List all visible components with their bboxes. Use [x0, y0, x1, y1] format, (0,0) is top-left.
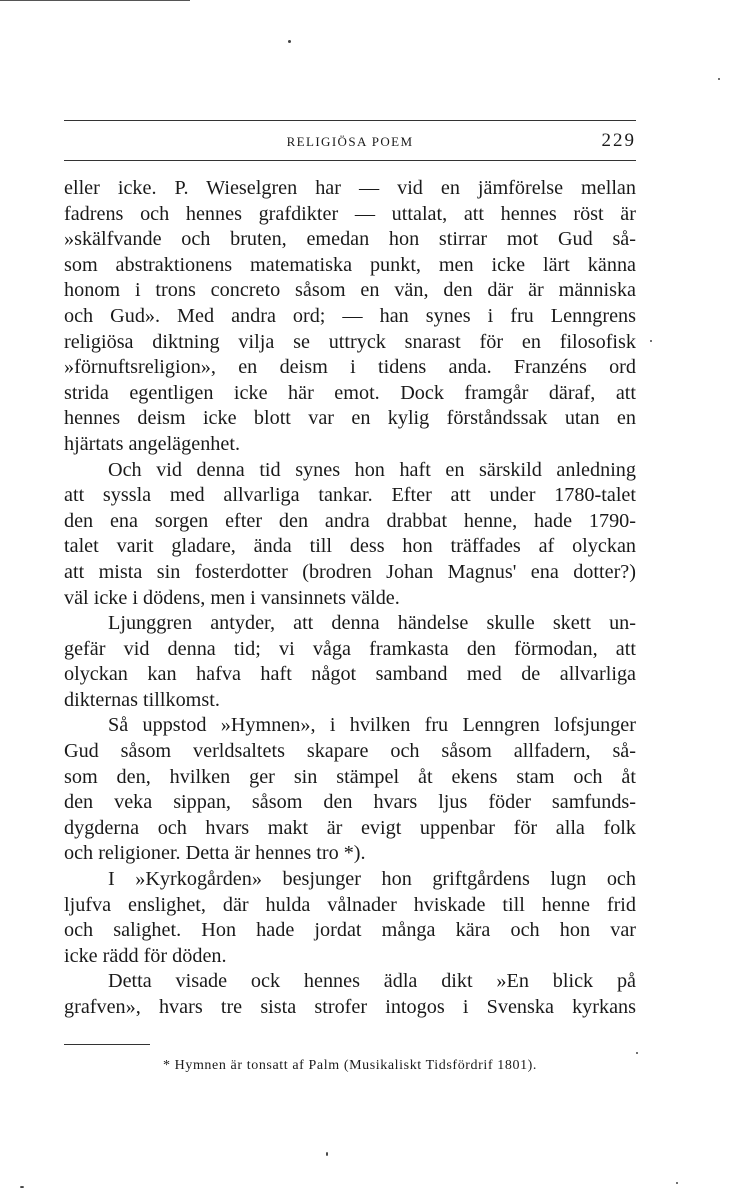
text-line: dikternas tillkomst. — [64, 688, 220, 711]
top-edge-mark — [0, 0, 190, 1]
text-line: och salighet. Hon hade jordat många kära och hon var — [64, 919, 636, 942]
running-head — [64, 130, 636, 154]
paper-speck — [650, 340, 652, 342]
text-line: Detta visade ock hennes ädla dikt »En blick på — [108, 970, 636, 993]
paper-speck — [718, 78, 720, 80]
text-line: strida egentligen icke här emot. Dock framgår däraf, att — [64, 381, 636, 404]
text-line: gefär vid denna tid; vi våga framkasta den förmodan, att — [64, 637, 636, 660]
paper-speck — [676, 1182, 678, 1184]
body-text — [64, 176, 636, 1021]
text-line: Så uppstod »Hymnen», i hvilken fru Lenngren lofsjunger — [108, 714, 636, 737]
text-line: som abstraktionens matematiska punkt, men icke lärt känna — [64, 253, 636, 276]
footnote: * Hymnen är tonsatt af Palm (Musikaliskt Tidsfördrif 1801). — [162, 1058, 538, 1073]
text-line: väl icke i dödens, men i vansinnets välde. — [64, 586, 400, 609]
text-line: som den, hvilken ger sin stämpel åt ekens stam och åt — [64, 765, 636, 788]
text-line: att syssla med allvarliga tankar. Efter att under 1780-talet — [64, 484, 636, 507]
text-line: och religioner. Detta är hennes tro *). — [64, 842, 366, 865]
text-line: Ljunggren antyder, att denna händelse skulle skett un- — [108, 612, 636, 635]
paper-speck — [20, 1186, 24, 1188]
paper-speck — [288, 40, 291, 43]
text-line: ljufva enslighet, där hulda vålnader hviskade till henne frid — [64, 893, 636, 916]
text-line: olyckan kan hafva haft något samband med de allvarliga — [64, 663, 636, 686]
page-number: 229 — [601, 130, 636, 151]
text-line: den veka sippan, såsom den hvars ljus föder samfunds- — [64, 791, 636, 814]
text-line: Gud såsom verldsaltets skapare och såsom allfadern, så- — [64, 740, 636, 763]
text-line: fadrens och hennes grafdikter — uttalat, att hennes röst är — [64, 202, 636, 225]
paper-speck — [636, 1052, 638, 1054]
text-line: hjärtats angelägenhet. — [64, 432, 240, 455]
text-line: »förnuftsreligion», en deism i tidens anda. Franzéns ord — [64, 356, 636, 379]
text-line: hennes deism icke blott var en kylig förståndssak utan en — [64, 407, 636, 430]
text-line: talet varit gladare, ända till dess hon träffades af olyckan — [64, 535, 636, 558]
text-line: grafven», hvars tre sista strofer intogos i Svenska kyrkans — [64, 996, 636, 1018]
text-line: icke rädd för döden. — [64, 944, 227, 967]
header-bottom-rule — [64, 160, 636, 161]
text-line: att mista sin fosterdotter (brodren Johan Magnus' ena dotter?) — [64, 560, 636, 583]
text-line: religiösa diktning vilja se uttryck snarast för en filosofisk — [64, 330, 636, 353]
header-top-rule — [64, 120, 636, 121]
footnote-rule — [64, 1044, 150, 1045]
text-line: Och vid denna tid synes hon haft en särskild anledning — [108, 458, 636, 481]
text-line: och Gud». Med andra ord; — han synes i fru Lenngrens — [64, 304, 636, 327]
text-line: honom i trons concreto såsom en vän, den där är människa — [64, 279, 636, 302]
text-line: »skälfvande och bruten, emedan hon stirrar mot Gud så- — [64, 228, 636, 251]
text-line: den ena sorgen efter den andra drabbat henne, hade 1790- — [64, 509, 636, 532]
running-title: RELIGIÖSA POEM — [286, 134, 414, 149]
paper-speck — [326, 1152, 328, 1156]
text-line: dygderna och hvars makt är evigt uppenbar för alla folk — [64, 816, 636, 839]
text-line: eller icke. P. Wieselgren har — vid en jämförelse mellan — [64, 177, 636, 199]
text-line: I »Kyrkogården» besjunger hon griftgårdens lugn och — [108, 868, 636, 891]
